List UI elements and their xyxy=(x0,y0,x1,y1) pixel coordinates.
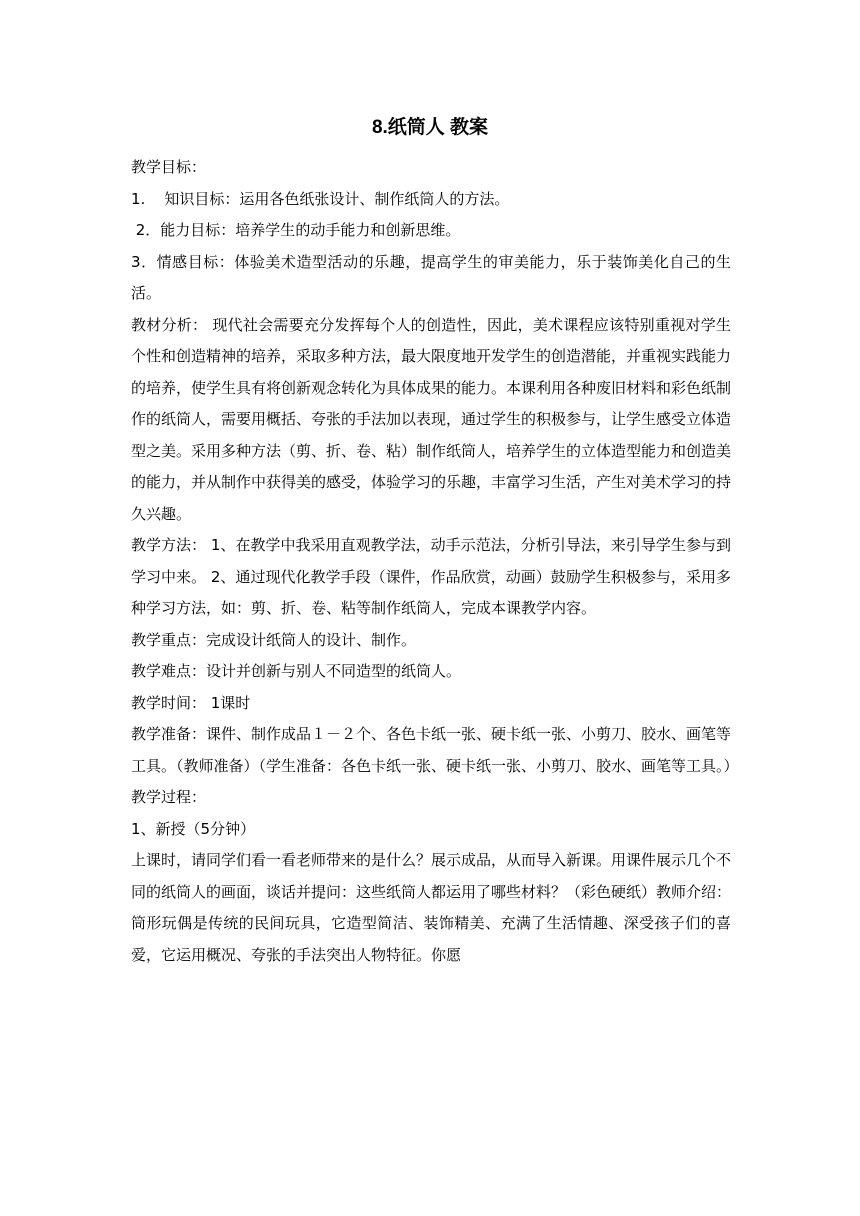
paragraph-teaching-methods: 教学方法： 1、在教学中我采用直观教学法，动手示范法，分析引导法，来引导学生参与到学习中来。 2、通过现代化教学手段（课件，作品欣赏，动画）鼓励学生积极参与，采用多种学习方法，如：剪、折、卷、粘等制作纸筒人，完成本课教学内容。 xyxy=(131,536,731,617)
paragraph-teaching-goals-heading: 教学目标： xyxy=(131,158,207,176)
paragraph-difficulties: 教学难点：设计并创新与别人不同造型的纸筒人。 xyxy=(131,662,462,680)
paragraph-preparation: 教学准备：课件、制作成品１－２个、各色卡纸一张、硬卡纸一张、小剪刀、胶水、画笔等工具。（教师准备）（学生准备：各色卡纸一张、硬卡纸一张、小剪刀、胶水、画笔等工具。） xyxy=(131,725,739,775)
paragraph-teaching-time: 教学时间： 1课时 xyxy=(131,693,251,712)
paragraph-goal-knowledge: 1. 知识目标：运用各色纸张设计、制作纸筒人的方法。 xyxy=(131,189,510,208)
paragraph-process-heading: 教学过程： xyxy=(131,788,207,806)
paragraph-material-analysis: 教材分析： 现代社会需要充分发挥每个人的创造性，因此，美术课程应该特别重视对学生个性和创造精神的培养，采取多种方法，最大限度地开发学生的创造潜能，并重视实践能力的培养，使学生具有将创新观念转化为具体成果的能力。本课利用各种废旧材料和彩色纸制作的纸筒人，需要用概括、夸张的手法加以表现，通过学生的积极参与，让学生感受立体造型之美。采用多种方法（剪、折、卷、粘）制作纸筒人，培养学生的立体造型能力和创造美的能力，并从制作中获得美的感受，体验学习的乐趣，丰富学习生活，产生对美术学习的持久兴趣。 xyxy=(131,315,732,523)
paragraph-step-intro: 上课时，请同学们看一看老师带来的是什么？展示成品，从而导入新课。用课件展示几个不同的纸筒人的画面，谈话并提问：这些纸筒人都运用了哪些材料？（彩色硬纸）教师介绍：筒形玩偶是传统的民间玩具，它造型简洁、装饰精美、充满了生活情趣、深受孩子们的喜爱，它运用概况、夸张的手法突出人物特征。你愿 xyxy=(131,851,732,964)
paragraph-step-new-lesson: 1、新授（5分钟） xyxy=(131,819,256,838)
paragraph-goal-emotion: 3．情感目标：体验美术造型活动的乐趣，提高学生的审美能力，乐于装饰美化自己的生活。 xyxy=(131,252,731,302)
document-title: 8.纸筒人 教案 xyxy=(371,117,489,138)
paragraph-goal-ability: 2．能力目标：培养学生的动手能力和创新思维。 xyxy=(131,221,461,239)
document-body xyxy=(131,152,739,971)
paragraph-key-points: 教学重点：完成设计纸筒人的设计、制作。 xyxy=(131,630,417,649)
